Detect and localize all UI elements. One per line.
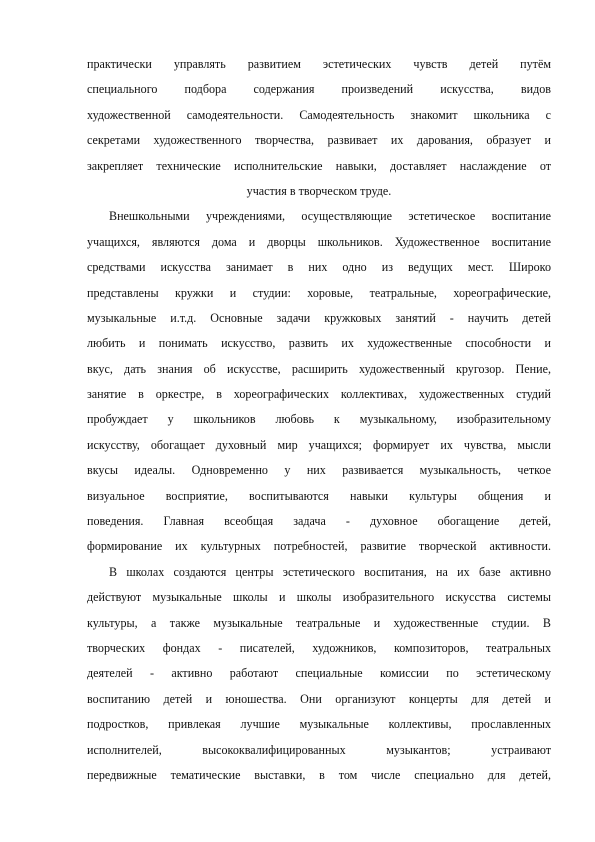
text-line: вкус, дать знания об искусстве, расширить художественный кругозор. Пение, [87,361,551,376]
text-line: визуальное восприятие, воспитываются навыки культуры общения и [87,488,551,503]
paragraph-3 [87,560,551,789]
text-line: воспитанию детей и юношества. Они организуют концерты для детей и [87,691,551,706]
text-line: представлены кружки и студии: хоровые, театральные, хореографические, [87,285,551,300]
text-line: занятие в оркестре, в хореографических коллективах, художественных студий [87,387,551,402]
text-line: любить и понимать искусство, развить их художественные способности и [87,336,551,351]
text-line: практически управлять развитием эстетических чувств детей путём [87,57,551,71]
text-line: творческих фондах - писателей, художников, композиторов, театральных [87,640,551,655]
text-line: средствами искусства занимает в них одно из ведущих мест. Широко [87,260,551,275]
text-line: Внешкольными учреждениями, осуществляющие эстетическое воспитание [109,209,551,224]
text-line: участия в творческом труде. [246,183,392,198]
text-line: искусству, обогащает духовный мир учащихся; формирует их чувства, мысли [87,437,551,452]
text-line: деятелей - активно работают специальные комиссии по эстетическому [87,666,551,681]
text-line: В школах создаются центры эстетического воспитания, на их базе активно [109,564,551,579]
text-line: культуры, а также музыкальные театральные и художественные студии. В [87,615,551,630]
body-text [87,52,551,788]
text-line: секретами художественного творчества, развивает их дарования, образует и [87,133,551,148]
text-line: специального подбора содержания произведений искусства, видов [87,82,551,97]
text-line: художественной самодеятельности. Самодеятельность знакомит школьника с [87,107,551,122]
text-line: закрепляет технические исполнительские навыки, доставляет наслаждение от [87,158,551,173]
text-line: учащихся, являются дома и дворцы школьников. Художественное воспитание [87,234,551,249]
paragraph-2 [87,204,551,559]
text-line: пробуждает у школьников любовь к музыкальному, изобразительному [87,412,551,427]
text-line: вкусы идеалы. Одновременно у них развивается музыкальность, четкое [87,463,551,478]
text-line: исполнителей, высококвалифицированных музыкантов; устраивают [87,742,551,757]
paragraph-1 [87,52,551,204]
text-line: формирование их культурных потребностей, развитие творческой активности. [87,539,551,554]
text-line: передвижные тематические выставки, в том числе специально для детей, [87,767,551,782]
text-line: действуют музыкальные школы и школы изобразительного искусства системы [87,590,551,605]
text-line: подростков, привлекая лучшие музыкальные коллективы, прославленных [87,717,551,732]
text-line: музыкальные и.т.д. Основные задачи кружковых занятий - научить детей [87,310,551,325]
text-line: поведения. Главная всеобщая задача - духовное обогащение детей, [87,514,551,529]
